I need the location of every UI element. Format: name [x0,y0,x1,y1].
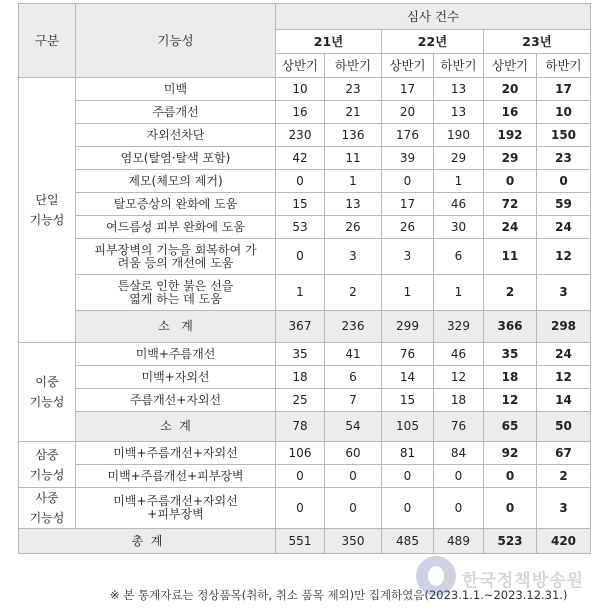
table-row [19,239,591,275]
count-cell: 3 [325,239,382,275]
count-cell: 35 [484,343,537,366]
count-cell: 0 [276,239,325,275]
count-cell: 26 [325,216,382,239]
count-cell: 6 [325,366,382,389]
count-cell: 1 [434,275,484,311]
count-cell: 0 [537,170,591,193]
header-year-21: 21년 [276,30,382,54]
count-cell: 0 [276,488,325,529]
total-row [19,529,591,554]
count-cell: 10 [276,78,325,101]
table-row [19,366,591,389]
function-label [76,366,276,389]
count-cell: 50 [537,412,591,442]
count-cell: 12 [484,389,537,412]
count-cell: 16 [484,101,537,124]
count-cell: 24 [484,216,537,239]
count-cell: 78 [276,412,325,442]
category-cell [19,488,76,529]
function-label [76,124,276,147]
function-label-line: +피부장벽 [147,507,204,521]
count-cell: 236 [325,311,382,343]
count-cell: 26 [382,216,434,239]
count-cell: 0 [382,488,434,529]
count-cell: 176 [382,124,434,147]
count-cell: 350 [325,529,382,554]
count-cell: 15 [276,193,325,216]
count-cell: 0 [434,465,484,488]
count-cell: 3 [537,488,591,529]
count-cell: 2 [537,465,591,488]
count-cell: 18 [276,366,325,389]
count-cell: 0 [484,465,537,488]
total-label: 총 계 [19,529,276,554]
count-cell: 3 [382,239,434,275]
table-row [19,488,591,529]
count-cell: 1 [325,170,382,193]
count-cell: 136 [325,124,382,147]
table-row [19,193,591,216]
category-label-line: 기능성 [29,511,65,525]
count-cell: 367 [276,311,325,343]
count-cell: 21 [325,101,382,124]
function-label-line: 염모(탈염·탈색 포함) [120,150,231,165]
count-cell: 192 [484,124,537,147]
function-label [76,216,276,239]
header-half: 하반기 [434,54,484,78]
count-cell: 190 [434,124,484,147]
function-label-line: 탈모증상의 완화에 도움 [113,196,238,211]
count-cell: 59 [537,193,591,216]
count-cell: 53 [276,216,325,239]
subtotal-label: 소 계 [76,311,276,343]
header-half: 상반기 [276,54,325,78]
function-label [76,193,276,216]
header-year-23: 23년 [484,30,591,54]
count-cell: 329 [434,311,484,343]
count-cell: 30 [434,216,484,239]
table-body [19,78,591,554]
count-cell: 17 [382,78,434,101]
count-cell: 16 [276,101,325,124]
header-year-22: 22년 [382,30,484,54]
category-label-line: 사중 [35,491,59,505]
footnote: ※ 본 통계자료는 정상품목(취하, 취소 품목 제외)만 집계하였음(2023.1.1.~2023.12.31.) [110,588,568,602]
count-cell: 12 [434,366,484,389]
count-cell: 14 [382,366,434,389]
count-cell: 6 [434,239,484,275]
count-cell: 29 [434,147,484,170]
count-cell: 76 [434,412,484,442]
count-cell: 298 [537,311,591,343]
function-label-line: 미백+주름개선+자외선 [113,494,238,508]
table-row [19,442,591,465]
count-cell: 17 [382,193,434,216]
count-cell: 72 [484,193,537,216]
count-cell: 76 [382,343,434,366]
count-cell: 1 [434,170,484,193]
category-label-line: 기능성 [29,467,65,482]
function-label [76,389,276,412]
count-cell: 0 [434,488,484,529]
count-cell: 23 [537,147,591,170]
count-cell: 14 [537,389,591,412]
count-cell: 2 [325,275,382,311]
header-half: 상반기 [484,54,537,78]
function-label [76,488,276,529]
function-label-line: 려움 등의 개선에 도움 [117,255,234,270]
count-cell: 1 [382,275,434,311]
count-cell: 366 [484,311,537,343]
watermark-text: 한국정책방송원 [462,571,584,591]
table-row [19,465,591,488]
function-label-line: 제모(체모의 제거) [128,173,223,188]
table-row [19,124,591,147]
table-row [19,343,591,366]
count-cell: 24 [537,216,591,239]
count-cell: 42 [276,147,325,170]
count-cell: 67 [537,442,591,465]
broadcast-logo-icon [416,556,456,596]
function-label-line: 주름개선+자외선 [129,392,222,407]
function-label-line: 미백+주름개선 [135,346,216,361]
count-cell: 25 [276,389,325,412]
count-cell: 18 [484,366,537,389]
count-cell: 0 [276,170,325,193]
review-count-table [18,3,591,554]
function-label [76,465,276,488]
function-label [76,78,276,101]
category-label-line: 단일 [35,193,59,207]
function-label [76,147,276,170]
subtotal-row [19,311,591,343]
count-cell: 299 [382,311,434,343]
count-cell: 54 [325,412,382,442]
count-cell: 1 [276,275,325,311]
count-cell: 18 [434,389,484,412]
count-cell: 41 [325,343,382,366]
count-cell: 420 [537,529,591,554]
category-cell [19,343,76,442]
count-cell: 13 [325,193,382,216]
header-function: 기능성 [76,4,276,78]
count-cell: 0 [382,170,434,193]
count-cell: 230 [276,124,325,147]
table-row [19,275,591,311]
count-cell: 92 [484,442,537,465]
count-cell: 12 [537,366,591,389]
table-row [19,78,591,101]
count-cell: 106 [276,442,325,465]
count-cell: 2 [484,275,537,311]
function-label [76,343,276,366]
function-label-line: 미백+주름개선+자외선 [113,445,238,460]
header-review-count: 심사 건수 [276,4,591,30]
count-cell: 0 [484,170,537,193]
count-cell: 17 [537,78,591,101]
count-cell: 13 [434,78,484,101]
function-label [76,275,276,311]
count-cell: 46 [434,343,484,366]
watermark-logo [416,554,606,602]
count-cell: 29 [484,147,537,170]
count-cell: 15 [382,389,434,412]
category-cell [19,442,76,488]
function-label [76,101,276,124]
function-label-line: 엷게 하는 데 도움 [129,291,222,306]
count-cell: 105 [382,412,434,442]
table-row [19,147,591,170]
count-cell: 0 [325,465,382,488]
count-cell: 12 [537,239,591,275]
count-cell: 23 [325,78,382,101]
header-half: 하반기 [537,54,591,78]
function-label-line: 피부장벽의 기능을 회복하여 가 [94,242,257,257]
function-label-line: 튼살로 인한 붉은 선을 [117,278,234,293]
count-cell: 551 [276,529,325,554]
function-label-line: 주름개선 [152,104,199,119]
count-cell: 81 [382,442,434,465]
count-cell: 0 [484,488,537,529]
count-cell: 24 [537,343,591,366]
count-cell: 0 [276,465,325,488]
category-cell [19,78,76,343]
count-cell: 485 [382,529,434,554]
category-label-line: 이중 [35,375,59,389]
table-row [19,216,591,239]
subtotal-row [19,412,591,442]
subtotal-label: 소 계 [76,412,276,442]
count-cell: 20 [382,101,434,124]
table-row [19,170,591,193]
header-category: 구분 [19,4,76,78]
count-cell: 13 [434,101,484,124]
count-cell: 523 [484,529,537,554]
function-label-line: 미백+자외선 [141,369,210,384]
function-label-line: 미백+주름개선+피부장벽 [107,468,244,483]
table-row [19,389,591,412]
function-label [76,170,276,193]
count-cell: 0 [382,465,434,488]
function-label-line: 미백 [163,81,188,96]
header-half: 하반기 [325,54,382,78]
count-cell: 10 [537,101,591,124]
count-cell: 39 [382,147,434,170]
count-cell: 65 [484,412,537,442]
count-cell: 3 [537,275,591,311]
function-label [76,239,276,275]
function-label-line: 자외선차단 [146,127,205,142]
table-row [19,101,591,124]
header-half: 상반기 [382,54,434,78]
count-cell: 150 [537,124,591,147]
count-cell: 35 [276,343,325,366]
function-label-line: 여드름성 피부 완화에 도움 [106,219,245,234]
category-label-line: 삼중 [35,447,59,462]
count-cell: 7 [325,389,382,412]
count-cell: 46 [434,193,484,216]
function-label [76,442,276,465]
category-label-line: 기능성 [29,395,65,409]
count-cell: 20 [484,78,537,101]
count-cell: 60 [325,442,382,465]
category-label-line: 기능성 [29,213,65,227]
count-cell: 11 [484,239,537,275]
count-cell: 11 [325,147,382,170]
count-cell: 84 [434,442,484,465]
count-cell: 489 [434,529,484,554]
count-cell: 0 [325,488,382,529]
